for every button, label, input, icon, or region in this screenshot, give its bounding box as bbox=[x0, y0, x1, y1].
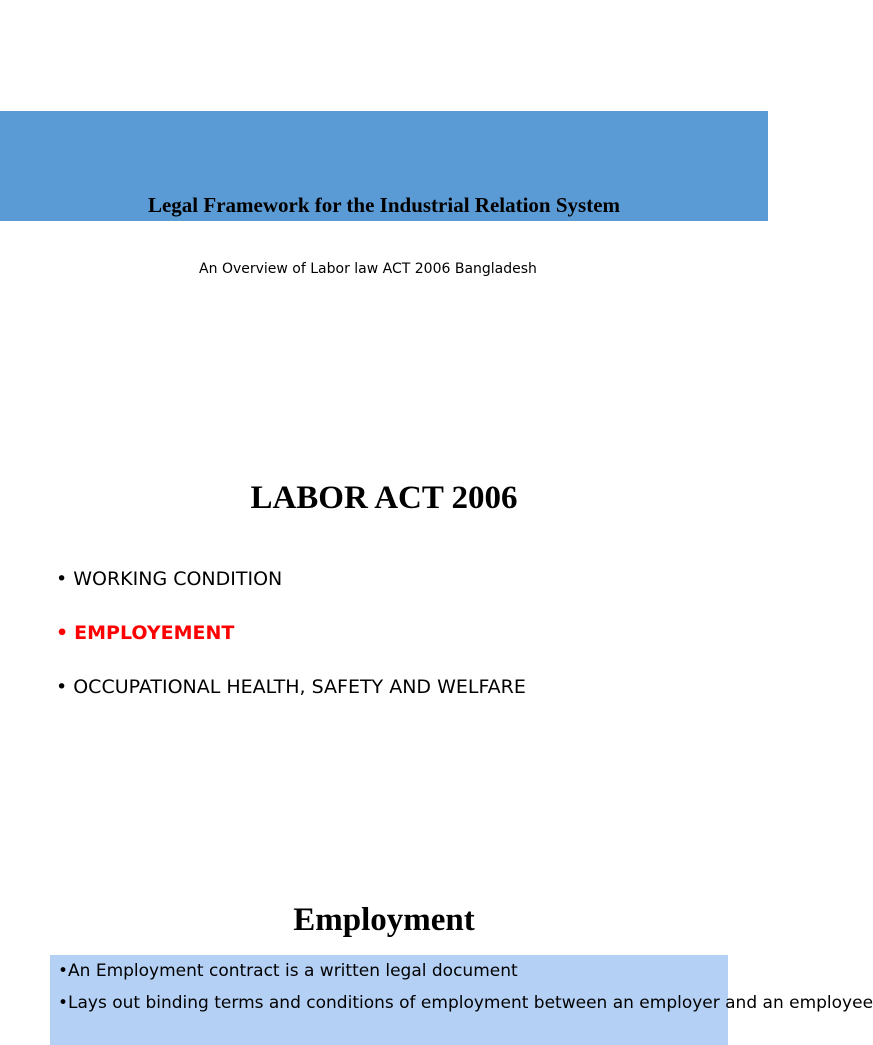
bullet-dot-icon: • bbox=[56, 622, 69, 644]
slide-title: Employment bbox=[293, 902, 475, 938]
content-box bbox=[50, 955, 873, 1045]
bullet-text: EMPLOYEMENT bbox=[74, 622, 235, 644]
slide-title: LABOR ACT 2006 bbox=[250, 480, 518, 516]
content-line: •An Employment contract is a written legal document bbox=[58, 961, 518, 981]
bullet-dot-icon: • bbox=[56, 676, 68, 698]
labor-act-slide bbox=[0, 336, 768, 866]
content-line: •Lays out binding terms and conditions of employment between an employer and an employee bbox=[58, 993, 873, 1013]
bullet-text: WORKING CONDITION bbox=[73, 568, 283, 590]
presentation-subtitle: An Overview of Labor law ACT 2006 Bangladesh bbox=[199, 261, 537, 277]
presentation-title: Legal Framework for the Industrial Relation System bbox=[147, 193, 621, 217]
title-slide bbox=[0, 0, 768, 336]
bullet-occupational-health bbox=[56, 674, 526, 728]
bullet-list bbox=[56, 566, 526, 728]
bullet-working-condition bbox=[56, 566, 526, 620]
bullet-employement bbox=[56, 620, 526, 674]
bullet-dot-icon: • bbox=[56, 568, 68, 590]
employment-slide bbox=[0, 866, 873, 1024]
bullet-text: OCCUPATIONAL HEALTH, SAFETY AND WELFARE bbox=[73, 676, 526, 698]
